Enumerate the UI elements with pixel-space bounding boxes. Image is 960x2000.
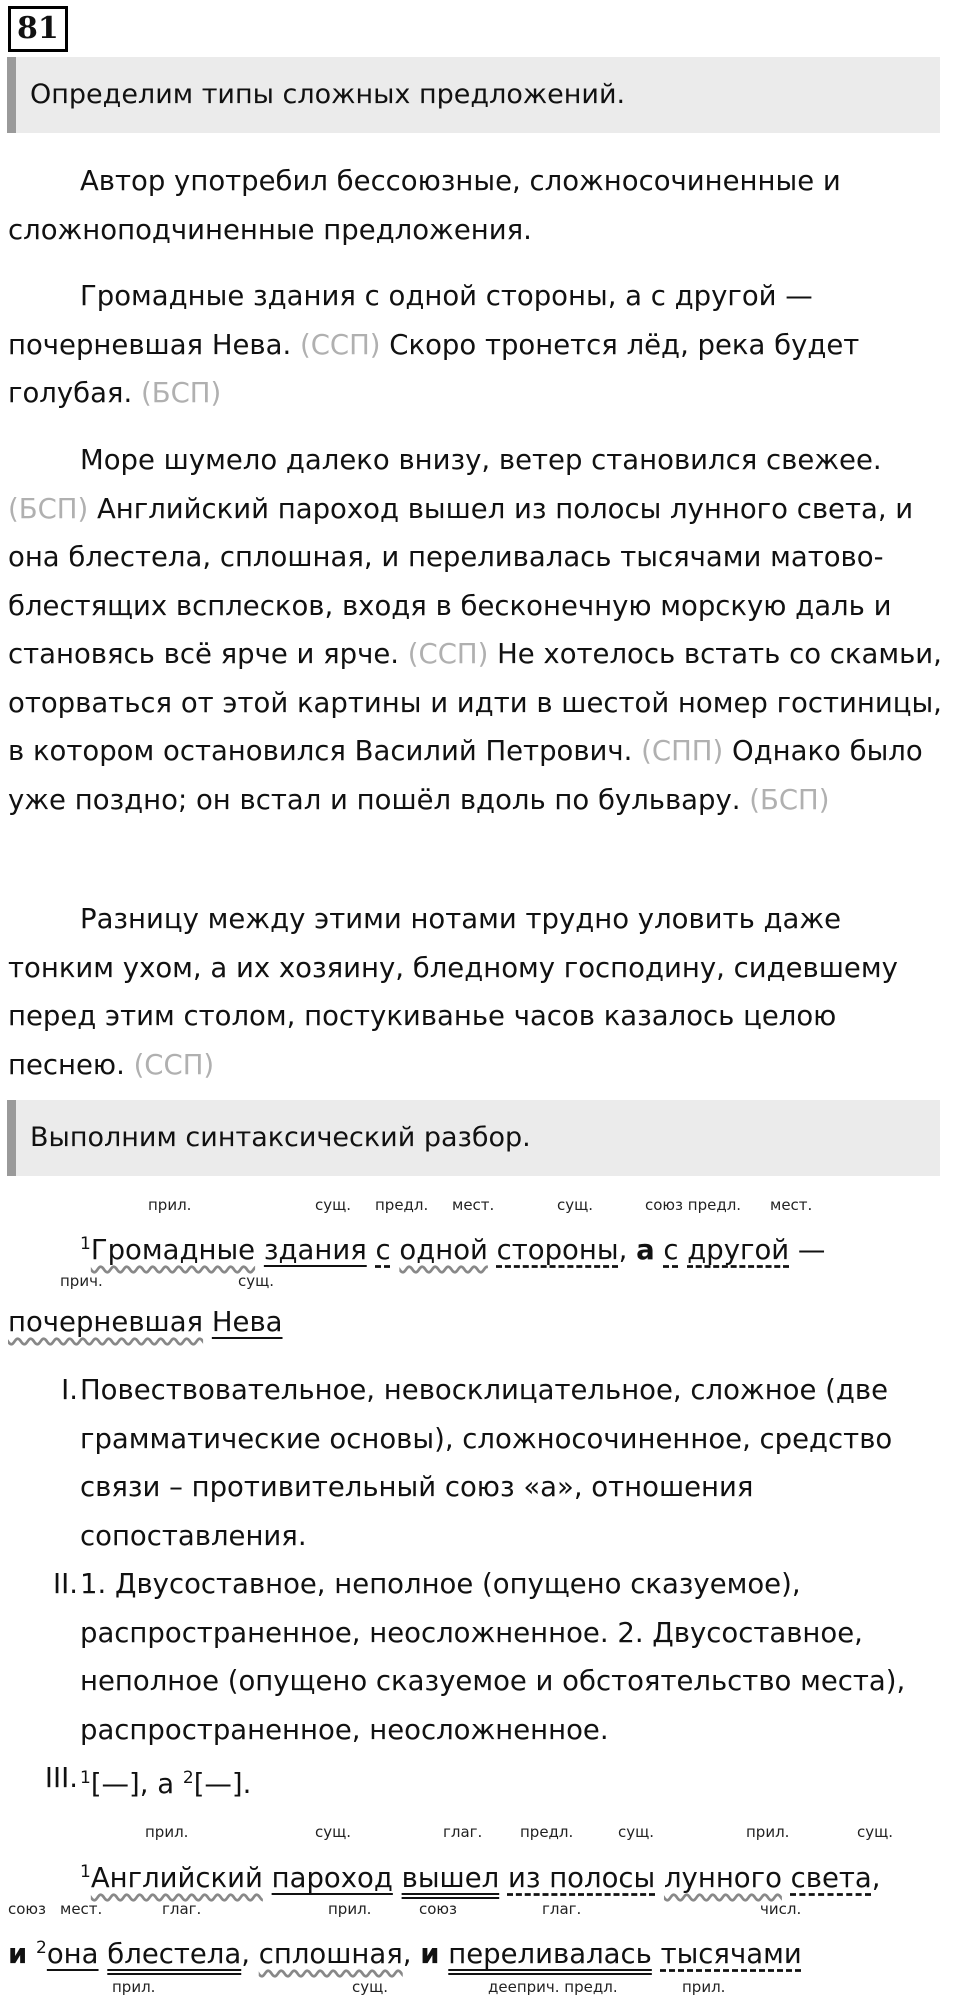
- dash-mark: —: [797, 1234, 826, 1267]
- clause-number: 1: [80, 1862, 91, 1882]
- pos-label: предл.: [375, 1196, 429, 1214]
- word-subject: пароход: [271, 1862, 393, 1895]
- type-tag: (ССП): [407, 638, 489, 670]
- roman-numeral: II.: [53, 1568, 78, 1600]
- comma: ,: [871, 1862, 881, 1895]
- word: лунного: [663, 1862, 782, 1895]
- pos-label: глаг.: [542, 1900, 582, 1918]
- pos-label: сущ.: [315, 1823, 352, 1841]
- paragraph-example-1: [8, 272, 953, 418]
- intro-text: Автор употребил бессоюзные, сложносочиненные и сложноподчиненные предложения.: [8, 165, 841, 246]
- pos-label: союз: [8, 1900, 47, 1918]
- sentence: Громадные здания с одной стороны, а с другой — почерневшая Нева.: [8, 280, 813, 361]
- type-tag: (ССП): [299, 328, 381, 361]
- analysis-text: Повествовательное, невосклицательное, сложное (две грамматические основы), сложносочиненное, средство связи – противительный союз «а», отношения сопоставления.: [80, 1374, 893, 1552]
- type-tag: (ССП): [133, 1048, 215, 1081]
- word: тысячами: [660, 1938, 802, 1971]
- section-heading-types: Определим типы сложных предложений.: [7, 57, 940, 133]
- word: одной: [399, 1234, 488, 1267]
- sentence: Английский пароход вышел из полосы лунного света, и она блестела, сплошная, и переливалась тысячами матово-блестящих всплесков, входя в бесконечную морскую даль и становясь всё ярче и ярче.: [8, 492, 914, 670]
- parse-line: [80, 1852, 881, 1898]
- pos-label: прил.: [328, 1900, 372, 1918]
- pos-label: прич.: [60, 1272, 103, 1290]
- scheme: [80, 1754, 950, 1809]
- type-tag: (БСП): [140, 377, 222, 409]
- pos-label: прил.: [145, 1823, 189, 1841]
- clause-number: 2: [36, 1938, 47, 1958]
- word-subject: здания: [263, 1234, 367, 1267]
- word: стороны: [496, 1234, 619, 1267]
- pos-label: числ.: [760, 1900, 802, 1918]
- word-predicate: переливалась: [448, 1938, 652, 1971]
- clause-number: 1: [80, 1768, 91, 1788]
- pos-label: прил.: [746, 1823, 790, 1841]
- word: Английский: [90, 1862, 263, 1895]
- conjunction: и: [8, 1938, 28, 1971]
- analysis-text: 1. Двусоставное, неполное (опущено сказуемое), распространенное, неосложненное. 2. Двусоставное, неполное (опущено сказуемое и обстоятельство места), распространенное, неосложненное.: [80, 1568, 906, 1746]
- parse-line: [8, 1302, 283, 1342]
- scheme-part: [—], а: [90, 1768, 183, 1801]
- pos-label: мест.: [452, 1196, 495, 1214]
- word-predicate: блестела: [107, 1938, 242, 1971]
- word: почерневшая: [8, 1306, 204, 1338]
- word-subject: она: [46, 1938, 99, 1971]
- word-predicate: вышел: [401, 1862, 500, 1895]
- pos-label: союз предл.: [645, 1196, 742, 1214]
- pos-label: глаг.: [162, 1900, 202, 1918]
- comma: ,: [618, 1234, 628, 1267]
- paragraph-example-3: [8, 895, 953, 1089]
- pos-label: сущ.: [857, 1823, 894, 1841]
- pos-label: прил.: [112, 1978, 156, 1996]
- sentence: Не хотелось встать со скамьи, оторваться от этой картины и идти в шестой номер гостиницы, в котором остановился Василий Петрович.: [8, 638, 942, 767]
- paragraph-example-2: [8, 436, 953, 824]
- pos-label: прил.: [148, 1196, 192, 1214]
- pos-label: мест.: [770, 1196, 813, 1214]
- conjunction: а: [636, 1234, 655, 1267]
- pos-label: дееприч. предл.: [488, 1978, 618, 1996]
- pos-label: сущ.: [618, 1823, 655, 1841]
- scheme-part: [—].: [193, 1768, 252, 1801]
- type-tag: (БСП): [749, 783, 830, 816]
- word: другой: [687, 1234, 790, 1267]
- type-tag: (БСП): [8, 492, 89, 525]
- pos-label: сущ.: [238, 1272, 275, 1290]
- conjunction: и: [420, 1938, 440, 1971]
- clause-number: 2: [182, 1768, 194, 1788]
- word: сплошная: [258, 1938, 403, 1971]
- comma: ,: [402, 1938, 421, 1971]
- word: из полосы: [507, 1862, 656, 1895]
- pos-label: глаг.: [443, 1823, 483, 1841]
- word: света: [790, 1862, 872, 1895]
- pos-label: мест.: [60, 1900, 103, 1918]
- task-number: 81: [8, 6, 68, 52]
- clause-number: 1: [80, 1234, 91, 1254]
- pos-label: прил.: [682, 1978, 726, 1996]
- sentence: Разницу между этими нотами трудно уловить даже тонким ухом, а их хозяину, бледному господину, сидевшему перед этим столом, постукиванье часов казалось целою песнею.: [8, 903, 898, 1081]
- parse-line: [8, 1928, 802, 1974]
- comma: ,: [241, 1938, 259, 1971]
- paragraph-intro: [8, 157, 953, 254]
- pos-label: сущ.: [557, 1196, 594, 1214]
- pos-label: сущ.: [352, 1978, 389, 1996]
- pos-label: предл.: [520, 1823, 574, 1841]
- parse-line: [80, 1224, 825, 1270]
- roman-numeral: III.: [44, 1762, 78, 1794]
- sentence: Море шумело далеко внизу, ветер становился свежее.: [80, 444, 882, 476]
- word: с: [375, 1234, 391, 1267]
- word-subject: Нева: [211, 1306, 283, 1338]
- sentence: Однако было уже поздно; он встал и пошёл вдоль по бульвару.: [8, 735, 923, 816]
- roman-numeral: I.: [61, 1374, 78, 1406]
- pos-label: союз: [419, 1900, 458, 1918]
- section-heading-parsing: Выполним синтаксический разбор.: [7, 1100, 940, 1176]
- pos-label: сущ.: [315, 1196, 352, 1214]
- sentence: Скоро тронется лёд, река будет голубая.: [8, 328, 860, 409]
- word: Громадные: [90, 1234, 256, 1267]
- word: с: [663, 1234, 679, 1267]
- type-tag: (СПП): [641, 735, 724, 767]
